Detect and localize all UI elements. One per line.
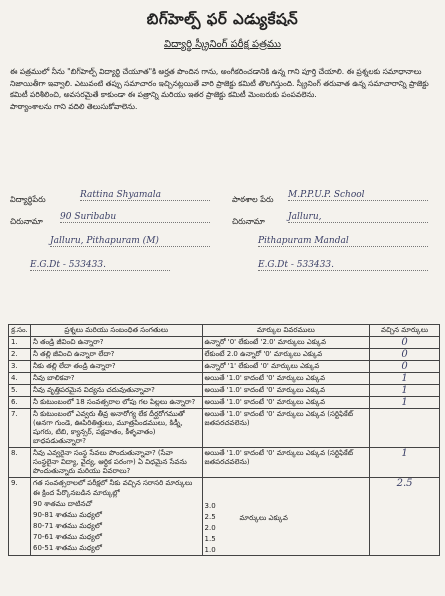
table-row: [9, 448, 440, 478]
row-criteria: అయితే '1.0' కాదంటే '0' మార్కులు ఎక్కువ (సర్టిఫికేట్ జతపరచవలెను): [202, 409, 370, 448]
row-sno: 2.: [9, 349, 31, 361]
address-line-1: 90 Suribabu: [60, 212, 210, 223]
table-row: [9, 349, 440, 361]
table-row: [9, 373, 440, 385]
row-score: 1: [370, 448, 440, 478]
row-score: 0: [370, 361, 440, 373]
grade-band: ఈ క్రింద పేర్కొనబడిన మార్కుల్లో: [32, 489, 120, 497]
grade-band: 80-71 శాతము మధ్యలో: [32, 522, 102, 530]
row-score: [370, 409, 440, 448]
marks-caption: మార్కులు ఎక్కువ: [239, 514, 288, 522]
row-sno: 4.: [9, 373, 31, 385]
student-name-value: Rattina Shyamala: [80, 190, 210, 201]
screening-table: [8, 324, 440, 556]
header-criteria: మార్కుల వివరములు: [202, 325, 370, 337]
row-criteria: లేకుంటే 2.0 ఉన్నారో '0' మార్కులు ఎక్కువ: [202, 349, 370, 361]
address-label: చిరునామా: [10, 217, 43, 226]
row-question: [30, 478, 202, 556]
row-criteria: అయితే '1.0' కాదంటే '0' మార్కులు ఎక్కువ: [202, 397, 370, 409]
student-name-label: విద్యార్థిపేరు: [10, 195, 46, 204]
table-row: [9, 397, 440, 409]
row-criteria: అయితే '1.0' కాదంటే '0' మార్కులు ఎక్కువ: [202, 385, 370, 397]
row-question-heading: గత సంవత్సరాలలో పరీక్షలో నీకు వచ్చిన సరాసరి మార్కులు: [32, 479, 193, 487]
row-sno: 1.: [9, 337, 31, 349]
document-subtitle: విద్యార్థి స్క్రీనింగ్ పరీక్ష పత్రము: [164, 39, 281, 50]
row-question: నీవు ఎవ్వరైనా సంస్థ సేవలు పొందుతున్నావా? (సేవా సంస్థలైనా విద్యా, వైద్య, ఆర్థిక పరంగా) ఏ విధమైన సేవను పొందుతున్నారు మరియు వివరాలు?: [30, 448, 202, 478]
mark-value: 2.5: [204, 513, 216, 521]
table-row: [9, 478, 440, 556]
row-sno: 3.: [9, 361, 31, 373]
table-row: [9, 409, 440, 448]
grade-band: 70-61 శాతము మధ్యలో: [32, 533, 102, 541]
school-name-label: పాఠశాల పేరు: [232, 195, 274, 204]
row-question: నీ కుటుంబంలో 18 సంవత్సరాల లోపు గల పిల్లలు ఉన్నారా?: [30, 397, 202, 409]
row-criteria: అయితే '1.0' కాదంటే '0' మార్కులు ఎక్కువ: [202, 373, 370, 385]
intro-text: ఈ పత్రములో నీను "బిగ్‌హెల్ప్ విద్యార్థి చేయూత"కి అర్హత పొందిన గాను, అంగీకరించడానికి ఉన్న గాని పూర్తి చేయాలి. ఈ ప్రశ్నలకు సమాధానాలు నిజాయితీగా ఇవ్వాలి. ఎటువంటి తప్పు సమాచారం ఇచ్చినట్లయితే వారి ప్రాజెక్టు కమిటీ తొలగిస్తుంది. స్క్రీనింగ్ తరువాత ఉన్న సమాచారాన్ని ప్రాజెక్టు కమిటీ పరిశీలించి, అవసరమైతే కాకుండా ఈ పత్రాన్ని మరియు ఇతర ప్రాజెక్టు కమిటీ మెంబరుకు పంపవలెను.: [10, 67, 429, 99]
mark-value: 1.5: [204, 535, 216, 543]
school-address-line-1: Jalluru,: [288, 212, 428, 223]
table-row: [9, 385, 440, 397]
address-line-2: Jalluru, Pithapuram (M): [50, 236, 210, 247]
grade-band: 90-81 శాతము మధ్యలో: [32, 511, 102, 519]
row-score: 1: [370, 373, 440, 385]
grade-band: 90 శాతము దాటినచో: [32, 500, 93, 508]
row-question: నీవు వృత్తిపరమైన విద్యను చదువుతున్నావా?: [30, 385, 202, 397]
row-criteria: ఉన్నారో '1' లేకుంటే '0' మార్కులు ఎక్కువ: [202, 361, 370, 373]
row-sno: 5.: [9, 385, 31, 397]
row-score: 0: [370, 349, 440, 361]
row-score: 2.5: [370, 478, 440, 556]
address-line-3: E.G.Dt - 533433.: [30, 260, 170, 271]
mark-value: 3.0: [204, 502, 216, 510]
row-question: నీ తండ్రి జీవించి ఉన్నారా?: [30, 337, 202, 349]
table-row: [9, 337, 440, 349]
header-score: వచ్చిన మార్కులు: [370, 325, 440, 337]
mark-value: 1.0: [204, 546, 216, 554]
row-sno: 7.: [9, 409, 31, 448]
row-sno: 9.: [9, 478, 31, 556]
row-sno: 6.: [9, 397, 31, 409]
school-address-line-2: Pithapuram Mandal: [258, 236, 428, 247]
row-score: 1: [370, 397, 440, 409]
header-sno: క్ర.సం.: [9, 325, 31, 337]
row-sno: 8.: [9, 448, 31, 478]
table-row: [9, 361, 440, 373]
grade-bands: [33, 488, 200, 554]
row-criteria: ఉన్నారో '0' లేకుంటే '2.0' మార్కులు ఎక్కువ: [202, 337, 370, 349]
row-question: నీవు బాలికవా?: [30, 373, 202, 385]
table-header-row: [9, 325, 440, 337]
document-title: బిగ్‌హెల్ప్ ఫర్ ఎడ్యుకేషన్: [146, 10, 299, 28]
row-score: 1: [370, 385, 440, 397]
header-question: ప్రశ్నలు మరియు సంబంధిత సంగతులు: [30, 325, 202, 337]
grade-band: 60-51 శాతము మధ్యలో: [32, 544, 102, 552]
school-address-line-3: E.G.Dt - 533433.: [258, 260, 428, 271]
row-question: నీ కుటుంబంలో ఎవ్వరు తీవ్ర అనారోగ్య లేక దీర్ఘరోగముతో (అనగా గుండె, ఊపిరితిత్తులు, మూత్రపిండములు, కిడ్నీ, షుగరు, టిబి, క్యాన్సర్, పక్షవాతం, కీళ్ళవాతం) బాధపడుతున్నారా?: [30, 409, 202, 448]
row-question: నీ తల్లి జీవించి ఉన్నారా లేదా?: [30, 349, 202, 361]
intro-note: పాఠ్యాంశాలను గాని వదిలి తెలుసుకోవాలెను.: [10, 101, 138, 111]
row-question: నీకు తల్లి లేదా తండ్రి ఉన్నారా?: [30, 361, 202, 373]
row-score: 0: [370, 337, 440, 349]
school-name-value: M.P.P.U.P. School: [288, 190, 428, 201]
row-criteria: [202, 478, 370, 556]
row-criteria: అయితే '1.0' కాదంటే '0' మార్కులు ఎక్కువ (సర్టిఫికేట్ జతపరచవలెను): [202, 448, 370, 478]
mark-value: 2.0: [204, 524, 216, 532]
intro-paragraph: [10, 66, 430, 112]
school-address-label: చిరునామా: [232, 217, 265, 226]
